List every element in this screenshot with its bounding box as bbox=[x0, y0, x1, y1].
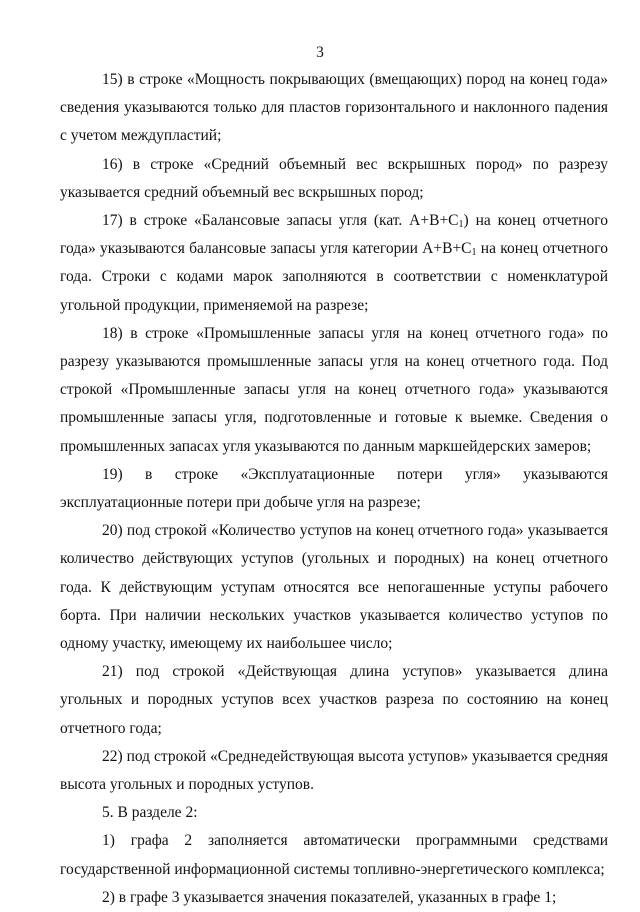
paragraph-16: 16) в строке «Средний объемный вес вскрышных пород» по разрезу указывается средний объемный вес вскрышных пород; bbox=[60, 155, 608, 201]
paragraph-20: 20) под строкой «Количество уступов на конец отчетного года» указывается количество действующих уступов (угольных и породных) на конец отчетного года. К действующим уступам относятся все непогашенные уступы рабочего борта. При наличии нескольких участков указывается количество уступов по одному участку, имеющему их наибольшее число; bbox=[60, 522, 608, 653]
paragraph-17-part1: 17) в строке «Балансовые запасы угля (кат. А+В+С bbox=[102, 212, 459, 230]
paragraph-17-part3: на конец отчетного года. Строки с кодами марок заполняются в соответствии с номенклатурой угольной продукции, применяемой на разрезе; bbox=[60, 240, 608, 314]
paragraph-17 bbox=[60, 207, 608, 320]
paragraph-s2-1: 1) графа 2 заполняется автоматически программными средствами государственной информационной системы топливно-энергетического комплекса; bbox=[60, 832, 608, 878]
paragraph-18: 18) в строке «Промышленные запасы угля на конец отчетного года» по разрезу указываются промышленные запасы угля на конец отчетного года. Под строкой «Промышленные запасы угля на конец отчетного года» указываются промышленные запасы угля, подготовленные и готовые к выемке. Сведения о промышленных запасах угля указываются по данным маркшейдерских замеров; bbox=[60, 324, 608, 455]
paragraph-22: 22) под строкой «Среднедействующая высота уступов» указывается средняя высота угольных и породных уступов. bbox=[60, 747, 608, 794]
paragraph-17-part2: ) на конец отчетного года» указываются балансовые запасы угля категории А+В+С bbox=[60, 212, 608, 258]
paragraph-15: 15) в строке «Мощность покрывающих (вмещающих) пород на конец года» сведения указываются только для пластов горизонтального и наклонного падения с учетом междупластий; bbox=[60, 71, 608, 145]
paragraph-21: 21) под строкой «Действующая длина уступов» указывается длина угольных и породных уступов всех участков разреза по состоянию на конец отчетного года; bbox=[60, 663, 608, 737]
paragraph-s2-2: 2) в графе 3 указывается значения показателей, указанных в графе 1; bbox=[102, 888, 557, 906]
subscript-2: 1 bbox=[471, 247, 477, 259]
subscript-1: 1 bbox=[458, 219, 464, 231]
paragraph-19: 19) в строке «Эксплуатационные потери угля» указываются эксплуатационные потери при добыче угля на разрезе; bbox=[60, 465, 608, 512]
document-body bbox=[60, 66, 608, 912]
section-heading: 5. В разделе 2: bbox=[102, 804, 198, 822]
page-number: 3 bbox=[316, 44, 324, 61]
